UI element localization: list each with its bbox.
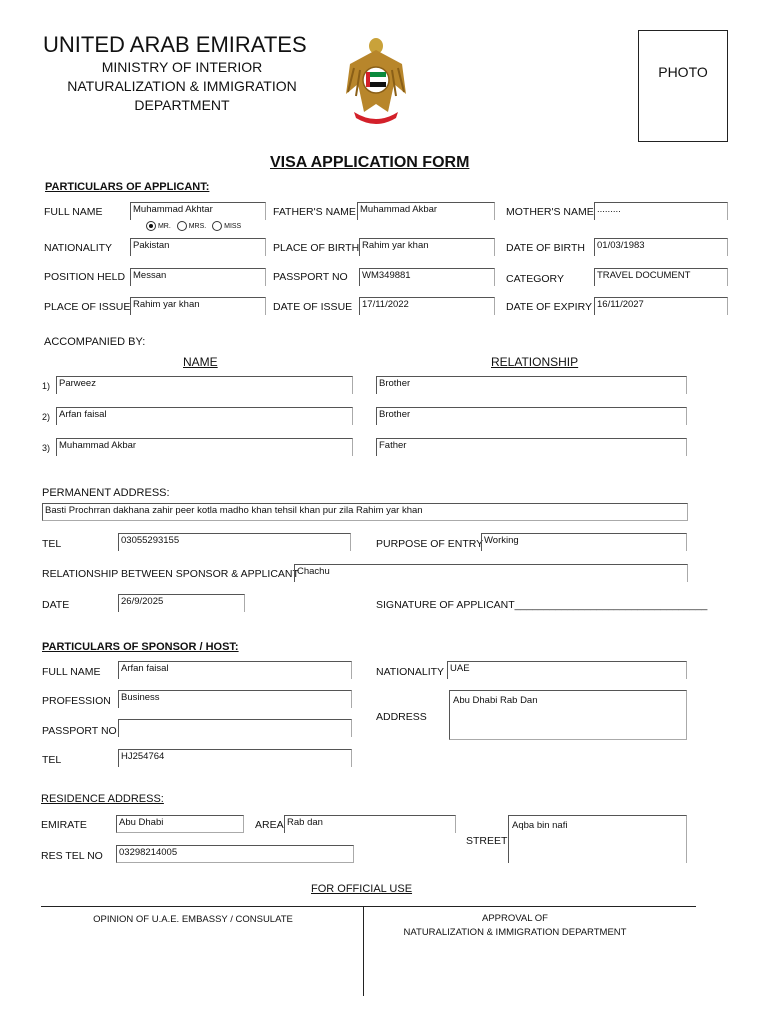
place-of-birth-field[interactable]: Rahim yar khan (359, 238, 495, 256)
date-of-issue-field[interactable]: 17/11/2022 (359, 297, 495, 315)
radio-miss-label: MISS (224, 222, 242, 230)
companion-num-1: 1) (42, 381, 51, 391)
tel-field[interactable]: 03055293155 (118, 533, 351, 551)
sponsor-tel-label: TEL (42, 754, 62, 766)
nationality-field[interactable]: Pakistan (130, 238, 266, 256)
approval-label-1: APPROVAL OF (482, 913, 548, 924)
companion-name-1[interactable]: Parweez (56, 376, 353, 394)
official-use-top-rule (41, 906, 696, 907)
official-use-divider (363, 906, 364, 996)
date-of-issue-label: DATE OF ISSUE (273, 301, 353, 313)
department-line-2: DEPARTMENT (134, 97, 230, 113)
mothers-name-label: MOTHER'S NAME (506, 206, 594, 218)
emirate-label: EMIRATE (41, 819, 87, 831)
approval-label-2: NATURALIZATION & IMMIGRATION DEPARTMENT (403, 927, 627, 938)
permanent-address-label: PERMANENT ADDRESS: (42, 487, 170, 499)
fathers-name-field[interactable]: Muhammad Akbar (357, 202, 495, 220)
ministry-line: MINISTRY OF INTERIOR (101, 59, 263, 75)
date-label: DATE (42, 599, 70, 611)
sponsor-profession-label: PROFESSION (42, 695, 111, 707)
sponsor-nationality-label: NATIONALITY (376, 666, 445, 678)
position-held-field[interactable]: Messan (130, 268, 266, 286)
emirate-field[interactable]: Abu Dhabi (116, 815, 244, 833)
embassy-opinion-label: OPINION OF U.A.E. EMBASSY / CONSULATE (93, 914, 293, 925)
full-name-field[interactable]: Muhammad Akhtar (130, 202, 266, 220)
form-title: VISA APPLICATION FORM (270, 154, 470, 171)
place-of-birth-label: PLACE OF BIRTH (273, 242, 360, 254)
date-of-birth-label: DATE OF BIRTH (506, 242, 585, 254)
companion-rel-3[interactable]: Father (376, 438, 687, 456)
sponsor-address-field[interactable]: Abu Dhabi Rab Dan (449, 690, 687, 740)
radio-mr-label: MR. (157, 222, 171, 230)
purpose-of-entry-field[interactable]: Working (481, 533, 687, 551)
companion-rel-2[interactable]: Brother (376, 407, 687, 425)
date-of-birth-field[interactable]: 01/03/1983 (594, 238, 728, 256)
place-of-issue-label: PLACE OF ISSUE (44, 301, 131, 313)
fathers-name-label: FATHER'S NAME (273, 206, 356, 218)
signature-label: SIGNATURE OF APPLICANT_________________________________ (376, 599, 708, 611)
radio-miss[interactable] (212, 221, 222, 231)
sponsor-section-heading: PARTICULARS OF SPONSOR / HOST: (42, 641, 239, 653)
companion-name-3[interactable]: Muhammad Akbar (56, 438, 353, 456)
department-line-1: NATURALIZATION & IMMIGRATION (67, 78, 297, 94)
radio-mrs-label: MRS. (188, 222, 207, 230)
nationality-label: NATIONALITY (44, 242, 113, 254)
area-field[interactable]: Rab dan (284, 815, 456, 833)
place-of-issue-field[interactable]: Rahim yar khan (130, 297, 266, 315)
official-use-heading: FOR OFFICIAL USE (311, 883, 413, 895)
full-name-label: FULL NAME (44, 206, 103, 218)
sponsor-profession-field[interactable]: Business (118, 690, 352, 708)
sponsor-relationship-field[interactable]: Chachu (294, 564, 688, 582)
date-field[interactable]: 26/9/2025 (118, 594, 245, 612)
category-label: CATEGORY (506, 273, 564, 285)
companion-num-3: 3) (42, 443, 51, 453)
radio-mrs[interactable] (177, 221, 187, 231)
accompanied-by-label: ACCOMPANIED BY: (44, 336, 146, 348)
photo-label: PHOTO (658, 64, 708, 80)
companion-rel-1[interactable]: Brother (376, 376, 687, 394)
radio-mr[interactable] (146, 221, 156, 231)
purpose-of-entry-label: PURPOSE OF ENTRY (376, 538, 484, 550)
photo-box[interactable] (638, 30, 728, 142)
sponsor-nationality-field[interactable]: UAE (447, 661, 687, 679)
permanent-address-field[interactable]: Basti Prochrran dakhana zahir peer kotla madho khan tehsil khan pur zila Rahim yar khan (42, 503, 688, 521)
uae-falcon-emblem (344, 34, 408, 126)
sponsor-full-name-field[interactable]: Arfan faisal (118, 661, 352, 679)
relationship-column-header: RELATIONSHIP (491, 355, 579, 369)
country-title: UNITED ARAB EMIRATES (43, 32, 307, 57)
passport-no-label: PASSPORT NO (273, 271, 348, 283)
title-radio-group (146, 221, 241, 232)
res-tel-label: RES TEL NO (41, 850, 103, 862)
sponsor-relationship-label: RELATIONSHIP BETWEEN SPONSOR & APPLICANT (42, 568, 299, 580)
sponsor-passport-field[interactable] (118, 719, 352, 737)
res-tel-field[interactable]: 03298214005 (116, 845, 354, 863)
sponsor-full-name-label: FULL NAME (42, 666, 101, 678)
companion-num-2: 2) (42, 412, 51, 422)
category-field[interactable]: TRAVEL DOCUMENT (594, 268, 728, 286)
area-label: AREA (255, 819, 284, 831)
position-held-label: POSITION HELD (44, 271, 126, 283)
tel-label: TEL (42, 538, 62, 550)
street-label: STREET (466, 835, 508, 847)
date-of-expiry-label: DATE OF EXPIRY (506, 301, 592, 313)
name-column-header: NAME (183, 355, 218, 369)
street-field[interactable]: Aqba bin nafi (508, 815, 687, 863)
sponsor-passport-label: PASSPORT NO (42, 725, 117, 737)
passport-no-field[interactable]: WM349881 (359, 268, 495, 286)
sponsor-tel-field[interactable]: HJ254764 (118, 749, 352, 767)
mothers-name-field[interactable]: ......... (594, 202, 728, 220)
residence-section-heading: RESIDENCE ADDRESS: (41, 793, 164, 805)
companion-name-2[interactable]: Arfan faisal (56, 407, 353, 425)
date-of-expiry-field[interactable]: 16/11/2027 (594, 297, 728, 315)
sponsor-address-label: ADDRESS (376, 711, 427, 723)
applicant-section-heading: PARTICULARS OF APPLICANT: (45, 181, 210, 193)
